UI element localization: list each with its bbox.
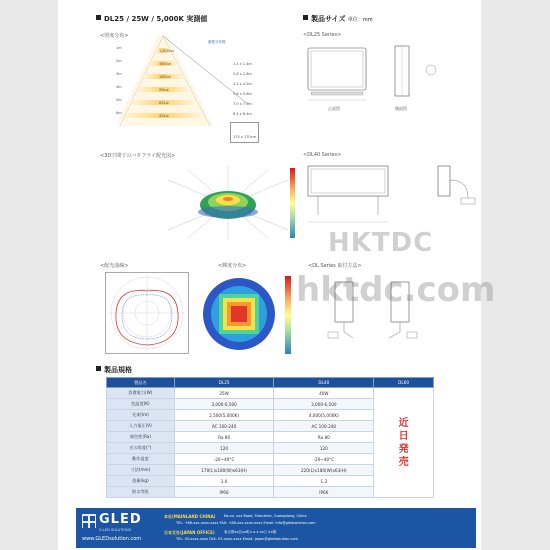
height-label-5: 5m xyxy=(116,98,122,102)
row-dl25: 2,500(5,000K) xyxy=(174,410,274,421)
dl60-cell xyxy=(374,388,434,498)
beam-note-box xyxy=(230,122,259,143)
row-dl25: IP66 xyxy=(174,487,274,498)
row-dl25: 3,000-6,500 xyxy=(174,399,274,410)
row-name: 光の角度(°) xyxy=(107,443,175,454)
watermark-bottom: hktdc.com xyxy=(296,270,496,310)
jp-address: 東京都xx区xx町x-x-x xxビルx階 xyxy=(224,530,277,534)
footer-bar xyxy=(76,508,476,548)
brand-sub: G-LED SOLUTIONS xyxy=(99,528,132,532)
size-4: 5.6 x 5.6m xyxy=(233,92,252,96)
watermark-top: HKTDC xyxy=(328,228,434,258)
lux-4: 95lux xyxy=(159,88,169,92)
row-dl25: 120 xyxy=(174,443,274,454)
size-1: 1.4 x 1.4m xyxy=(233,62,252,66)
row-name: 入力電圧(V) xyxy=(107,421,175,432)
dl25-front-label: 正面図 xyxy=(328,106,340,111)
header-name: 製品名 xyxy=(107,378,175,388)
row-dl25: 170(L)x180(W)x63(H) xyxy=(174,465,274,476)
polar-chart xyxy=(105,272,189,354)
row-dl25: AC 100-240 xyxy=(174,421,274,432)
size-2: 2.8 x 2.8m xyxy=(233,72,252,76)
size-3: 4.2 x 4.2m xyxy=(233,82,252,86)
butterfly-label: <3D空間でのバタフライ配光図> xyxy=(100,153,176,159)
jp-contact: TEL: 03-xxxx-xxxx FAX: 03-xxxx-xxxx Email: japan@gledsolution.com xyxy=(176,537,298,541)
lux-1: 1,520lux xyxy=(159,49,175,53)
illuminance-label: <照度分布> xyxy=(100,33,129,39)
size-5: 7.0 x 7.0m xyxy=(233,102,252,106)
row-dl25: Ra 80 xyxy=(174,432,274,443)
lux-5: 61lux xyxy=(159,101,169,105)
size-6: 8.4 x 8.4m xyxy=(233,112,252,116)
dl25-series-label: <DL25 Series> xyxy=(303,32,342,38)
coming-soon-text: 近日発売 xyxy=(398,417,409,468)
spec-section-title: DL25 / 25W / 5,000K 実測値 xyxy=(96,14,207,24)
row-name: 動作温度 xyxy=(107,454,175,465)
lux-3: 169lux xyxy=(159,75,171,79)
height-label-3: 3m xyxy=(116,72,122,76)
dl25-drawing xyxy=(303,40,453,130)
heatmap-label: <輝度分布> xyxy=(218,263,247,269)
row-dl40: Ra 80 xyxy=(274,432,374,443)
dimensions-section-title: 製品サイズ 単位：mm xyxy=(303,14,373,24)
brochure-page xyxy=(58,0,496,550)
table-section-title: 製品規格 xyxy=(96,365,132,375)
illuminance-diagram xyxy=(118,34,278,134)
heatmap-chart xyxy=(201,272,297,358)
row-dl40: 4,000(5,000K) xyxy=(274,410,374,421)
hq-contact: TEL: +86-xxx-xxxx-xxxx FAX: +86-xxx-xxxx-xxxx Email: info@gledsolution.com xyxy=(176,521,316,525)
dl40-series-label: <DL40 Series> xyxy=(303,152,342,158)
row-dl25: 1.0 xyxy=(174,476,274,487)
hq-label: 本社(MAINLAND CHINA) xyxy=(164,514,216,519)
row-dl25: -20~40°C xyxy=(174,454,274,465)
dl25-side-label: 側面図 xyxy=(395,106,407,111)
butterfly-diagram xyxy=(158,160,298,245)
spec-table-wrap xyxy=(106,377,434,498)
row-dl40: 1.2 xyxy=(274,476,374,487)
row-dl40: 3,000-6,500 xyxy=(274,399,374,410)
height-label-4: 4m xyxy=(116,85,122,89)
row-name: 色温度(K) xyxy=(107,399,175,410)
row-dl40: AC 100-240 xyxy=(274,421,374,432)
height-label-6: 6m xyxy=(116,111,122,115)
table-row xyxy=(107,388,434,399)
row-dl40: -20~40°C xyxy=(274,454,374,465)
header-dl60: DL60 xyxy=(374,378,434,388)
row-dl25: 25W xyxy=(174,388,274,399)
row-dl40: IP66 xyxy=(274,487,374,498)
lux-6: 42lux xyxy=(159,114,169,118)
mount-drawing xyxy=(323,272,463,352)
chart-title: 照度分布図 xyxy=(208,40,226,44)
row-name: 光束(lm) xyxy=(107,410,175,421)
height-label-1: 1m xyxy=(116,46,122,50)
mount-label: <DL Series 取付方法> xyxy=(308,263,362,269)
height-label-2: 2m xyxy=(116,59,122,63)
table-header-row xyxy=(107,378,434,388)
jp-label: 日本支社(JAPAN OFFICE) xyxy=(164,530,215,535)
row-name: 寸法(mm) xyxy=(107,465,175,476)
row-dl40: 40W xyxy=(274,388,374,399)
row-name: 消費電力(W) xyxy=(107,388,175,399)
lux-2: 380lux xyxy=(159,62,171,66)
website-link[interactable]: www.GLEDsolution.com xyxy=(82,536,142,542)
row-dl40: 120 xyxy=(274,443,374,454)
row-name: 重量(kg) xyxy=(107,476,175,487)
brand-logo: GLED xyxy=(99,512,142,527)
spec-table xyxy=(106,377,434,498)
polar-label: <配光曲線> xyxy=(100,263,129,269)
logo-icon xyxy=(82,514,96,528)
row-dl40: 220(L)x180(W)x63(H) xyxy=(274,465,374,476)
header-dl40: DL40 xyxy=(274,378,374,388)
row-name: 防水等級 xyxy=(107,487,175,498)
hq-address: No.xx, xxx Road, Shenzhen, Guangdong, China xyxy=(224,514,307,518)
beam-note: 170 x 170cm xyxy=(233,135,256,139)
row-name: 演色性(Ra) xyxy=(107,432,175,443)
header-dl25: DL25 xyxy=(174,378,274,388)
